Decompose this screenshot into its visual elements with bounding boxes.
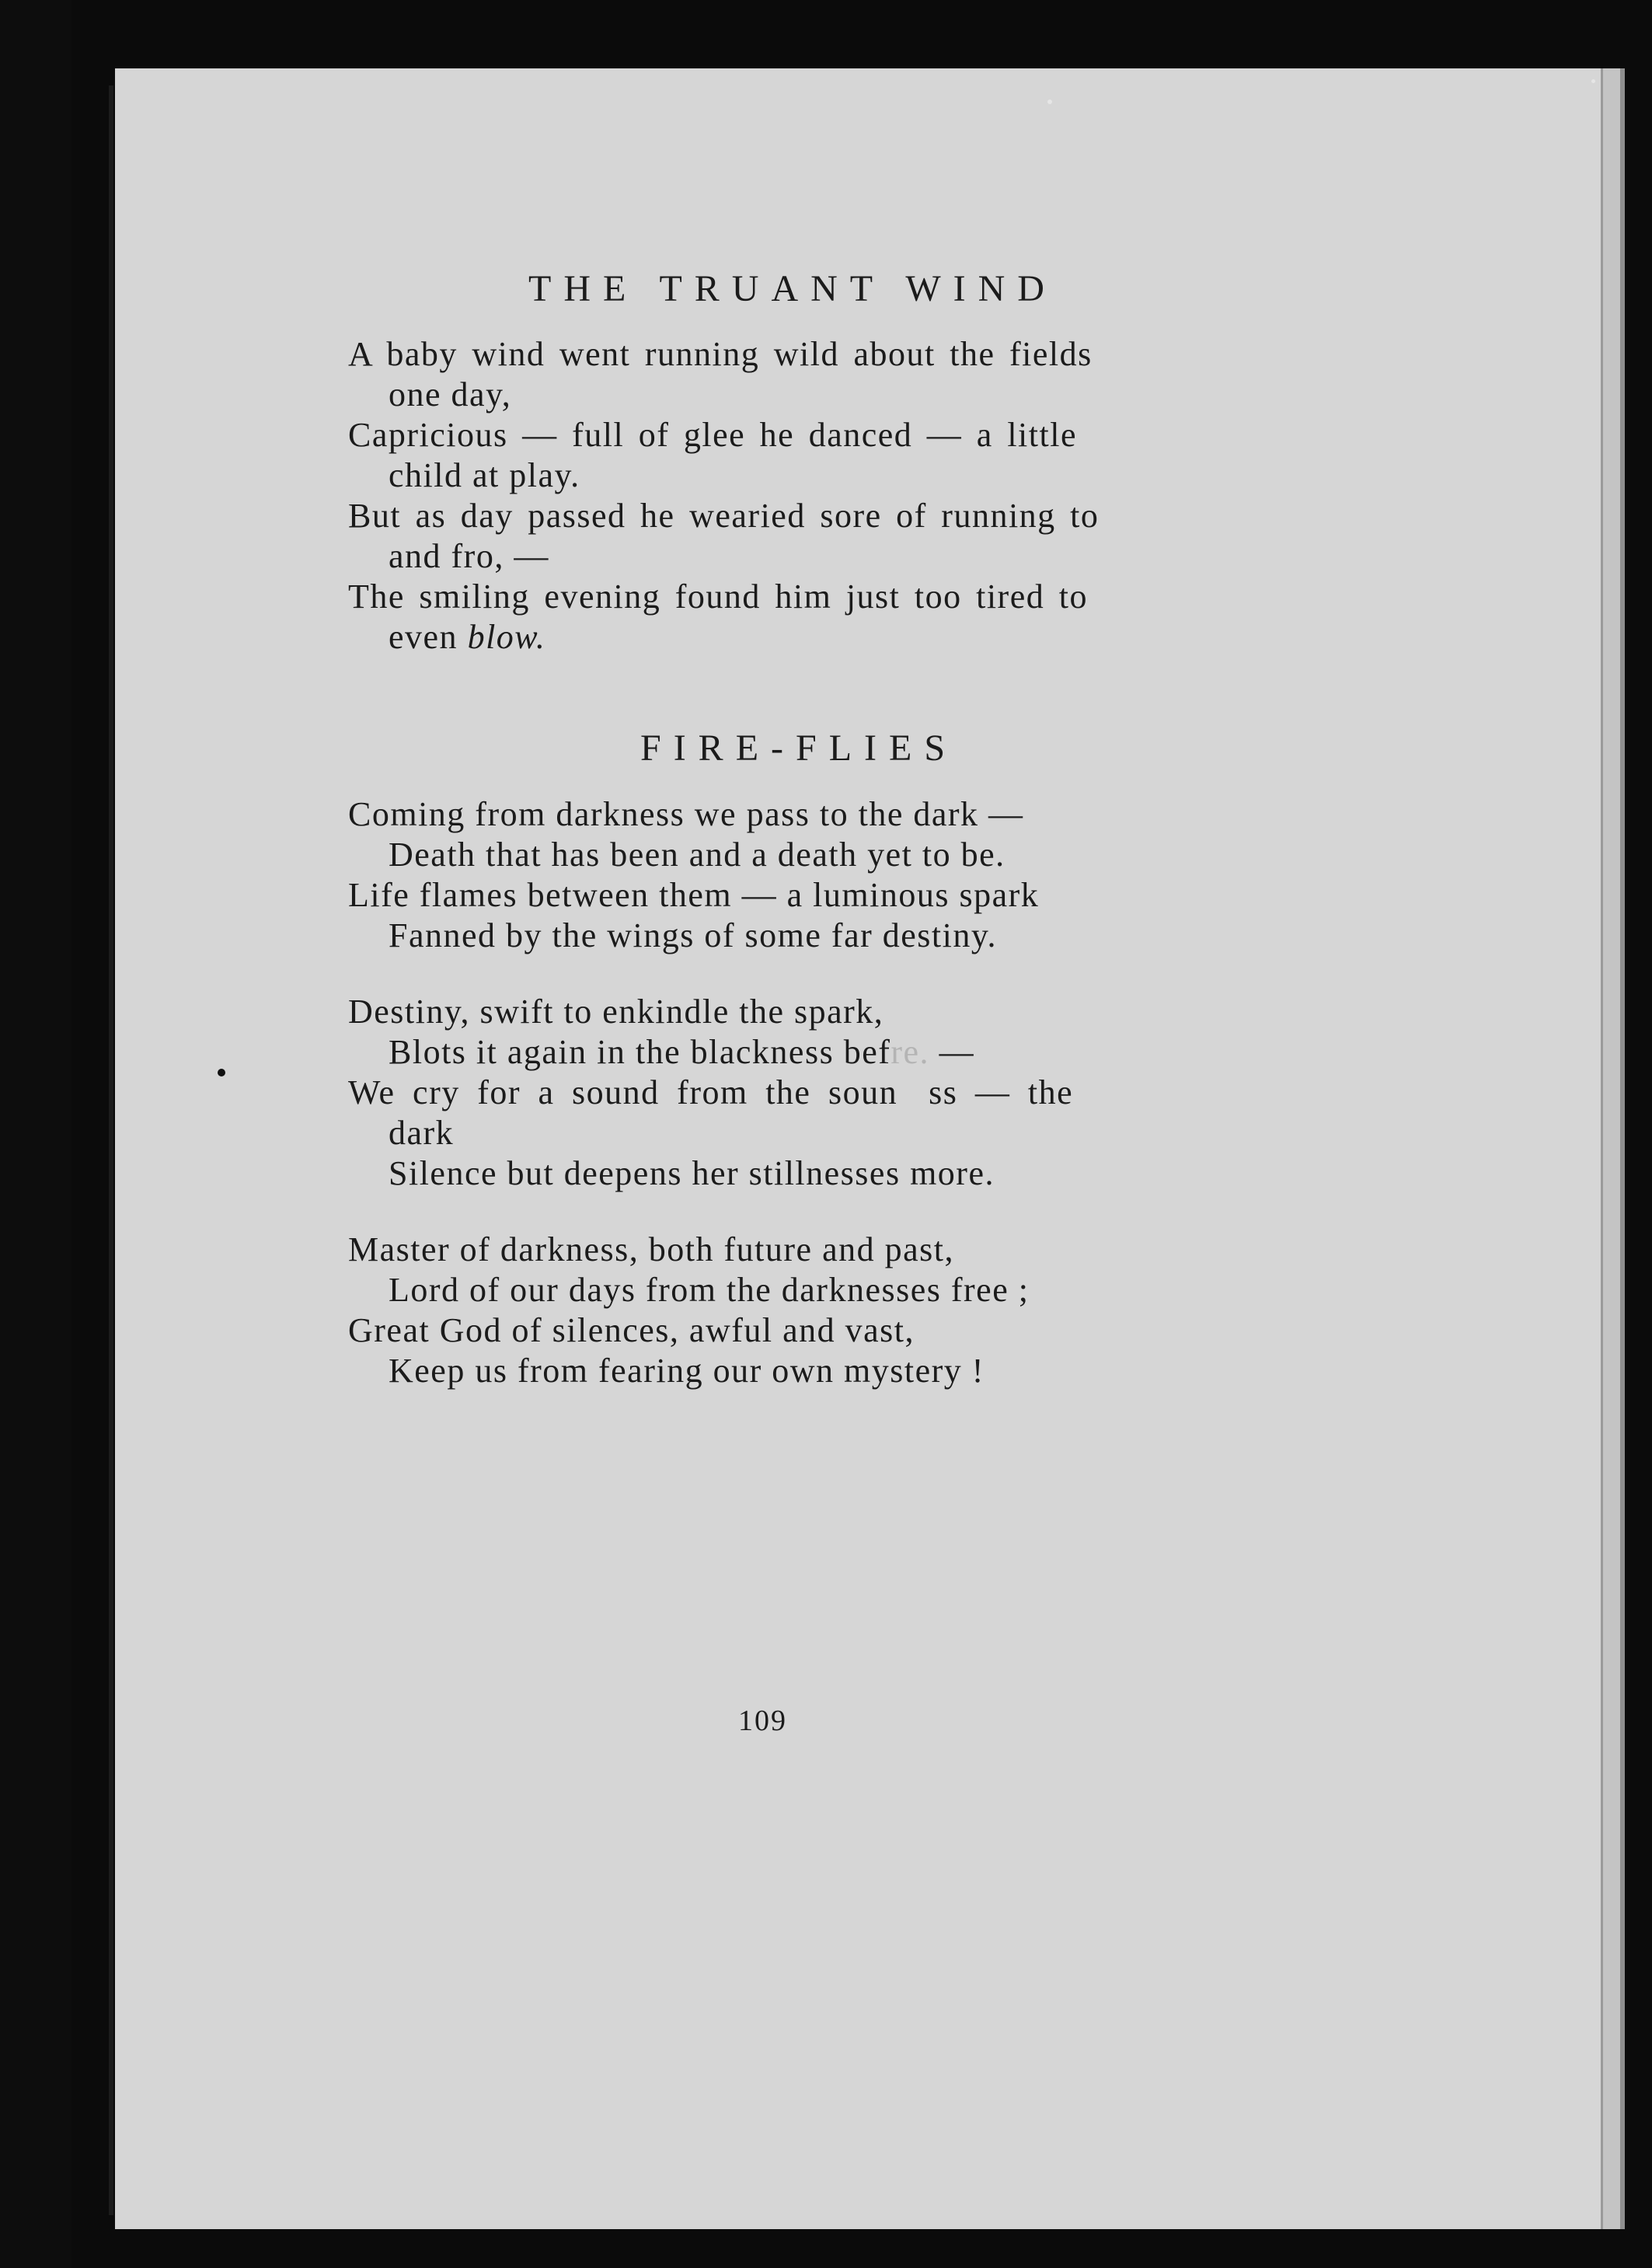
poem-line-text: Blots it again in the blackness bef: [389, 1033, 891, 1071]
paper-speck: [1047, 99, 1052, 104]
poem-line: Coming from darkness we pass to the dark —: [348, 795, 1024, 833]
poem-line: Lord of our days from the darknesses free ;: [389, 1271, 1030, 1309]
poem-line: A baby wind went running wild about the fields: [348, 335, 1093, 373]
poem-line: [348, 1032, 974, 1072]
poem-line: Master of darkness, both future and past,: [348, 1230, 954, 1268]
book-spine-shadow: [109, 85, 113, 2215]
poem-line: Silence but deepens her stillnesses more.: [389, 1154, 995, 1192]
poem-line: [348, 1073, 1073, 1112]
poem-line: one day,: [389, 375, 512, 413]
poem-line: [348, 617, 545, 657]
poem-line: Death that has been and a death yet to be.: [389, 836, 1005, 874]
poem-line-dash: —: [929, 1033, 975, 1071]
poem-line: Life flames between them — a luminous spark: [348, 876, 1040, 914]
paper-speck: [1591, 79, 1595, 83]
poem-line: and fro, —: [389, 537, 549, 575]
poem-line-emphasis: blow.: [467, 618, 546, 656]
poem-line: But as day passed he wearied sore of running to: [348, 497, 1100, 535]
poem-title-truant-wind: THE TRUANT WIND: [528, 268, 1057, 309]
poem-line: Capricious — full of glee he danced — a little: [348, 416, 1077, 454]
poem-line: Great God of silences, awful and vast,: [348, 1311, 915, 1349]
stray-ink-dot: [218, 1069, 225, 1076]
poem-line-text: even: [389, 618, 458, 656]
poem-line: dark: [389, 1114, 455, 1152]
poem-line: Destiny, swift to enkindle the spark,: [348, 993, 884, 1031]
book-page: [115, 68, 1615, 2229]
facing-page-edge: [0, 0, 71, 2268]
poem-line: The smiling evening found him just too tired to: [348, 577, 1088, 616]
page-number: 109: [738, 1704, 787, 1737]
page-stack-edge: [1601, 68, 1625, 2229]
faded-text: re.: [890, 1033, 930, 1071]
poem-line-text: We cry for a sound from the soun: [348, 1073, 898, 1111]
poem-line-text: ss — the: [929, 1073, 1074, 1111]
poem-title-fire-flies: FIRE-FLIES: [640, 728, 958, 769]
poem-line: child at play.: [389, 456, 580, 494]
poem-line: Keep us from fearing our own mystery !: [389, 1352, 985, 1390]
poem-line: Fanned by the wings of some far destiny.: [389, 916, 998, 954]
